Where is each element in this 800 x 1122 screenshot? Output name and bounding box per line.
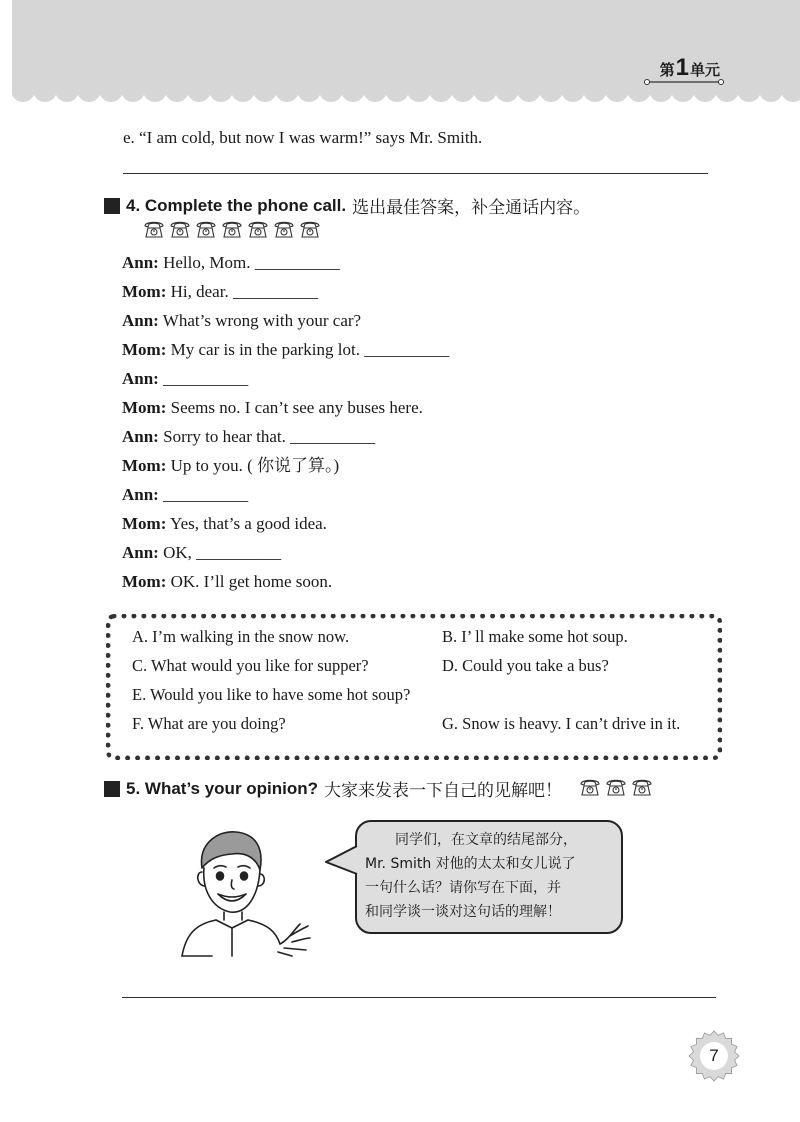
dialog-line: [122, 422, 449, 451]
option-c: C. What would you like for supper?: [132, 656, 369, 675]
dialog-line: [122, 364, 449, 393]
dialog-line: [122, 480, 449, 509]
section-marker: [104, 198, 120, 214]
option-e: E. Would you like to have some hot soup?: [132, 685, 411, 704]
section-5-heading: [104, 776, 562, 801]
boy-illustration: [172, 828, 312, 958]
phone-icon: [298, 218, 322, 240]
difficulty-icons: [578, 776, 654, 798]
dialog-text: Sorry to hear that. __________: [158, 427, 376, 446]
dialog-line: [122, 335, 449, 364]
dialog-line: [122, 306, 449, 335]
dialog-text: What’s wrong with your car?: [158, 311, 362, 330]
speech-bubble-tail: [324, 840, 364, 880]
dialog-text: Up to you. ( 你说了算。): [166, 456, 340, 475]
speaker-name: Mom:: [122, 282, 167, 301]
phone-icon: [630, 776, 654, 798]
phone-icon: [246, 218, 270, 240]
section-marker: [104, 781, 120, 797]
phone-icon: [220, 218, 244, 240]
phone-icon: [194, 218, 218, 240]
bubble-line-1: 同学们，在文章的结尾部分，: [395, 832, 577, 848]
dialog-text: My car is in the parking lot. __________: [166, 340, 450, 359]
phone-dialog: [122, 248, 449, 596]
dialog-text: OK. I’ll get home soon.: [166, 572, 333, 591]
answer-line-opinion[interactable]: [122, 997, 716, 998]
dialog-text: __________: [158, 369, 249, 388]
phone-icon: [168, 218, 192, 240]
unit-prefix: 第: [659, 62, 675, 79]
section-5-instruction: 大家来发表一下自己的见解吧！: [324, 781, 563, 801]
phone-icon: [272, 218, 296, 240]
section-5-title: 5. What’s your opinion?: [126, 778, 319, 798]
section-4-instruction: 选出最佳答案，补全通话内容。: [352, 198, 591, 218]
dialog-line: [122, 567, 449, 596]
section-4-heading: [104, 193, 590, 218]
option-g: G. Snow is heavy. I can’t drive in it.: [442, 714, 681, 733]
speaker-name: Ann:: [122, 369, 159, 388]
dialog-text: Seems no. I can’t see any buses here.: [166, 398, 423, 417]
bubble-line-3: 一句什么话？请你写在下面，并: [365, 880, 561, 896]
phone-icon: [604, 776, 628, 798]
dialog-text: Yes, that’s a good idea.: [166, 514, 327, 533]
speaker-name: Mom:: [122, 340, 167, 359]
bubble-line-2: Mr. Smith 对他的太太和女儿说了: [365, 856, 576, 872]
phone-icon: [142, 218, 166, 240]
option-d: D. Could you take a bus?: [442, 656, 609, 675]
speaker-name: Ann:: [122, 311, 159, 330]
answer-line-e[interactable]: [123, 173, 708, 174]
unit-underline: [644, 78, 724, 86]
dialog-line: [122, 277, 449, 306]
exercise-item-e: e. “I am cold, but now I was warm!” says Mr. Smith.: [123, 128, 483, 147]
bubble-line-4: 和同学谈一谈对这句话的理解！: [365, 904, 561, 920]
section-4-title: 4. Complete the phone call.: [126, 195, 347, 215]
option-f: F. What are you doing?: [132, 714, 286, 733]
page-number: 7: [709, 1046, 719, 1065]
speaker-name: Mom:: [122, 572, 167, 591]
scalloped-edge: [12, 86, 800, 106]
dialog-line: [122, 248, 449, 277]
unit-number: 1: [675, 54, 689, 81]
dialog-text: __________: [158, 485, 249, 504]
dialog-line: [122, 538, 449, 567]
dialog-text: Hi, dear. __________: [166, 282, 318, 301]
speaker-name: Mom:: [122, 514, 167, 533]
speaker-name: Ann:: [122, 427, 159, 446]
option-b: B. I’ ll make some hot soup.: [442, 627, 628, 646]
dialog-text: Hello, Mom. __________: [158, 253, 340, 272]
speaker-name: Mom:: [122, 456, 167, 475]
phone-icon: [578, 776, 602, 798]
dialog-line: [122, 509, 449, 538]
speaker-name: Ann:: [122, 543, 159, 562]
dialog-line: [122, 451, 449, 480]
bubble-text: [365, 828, 615, 924]
option-a: A. I’m walking in the snow now.: [132, 627, 350, 646]
speaker-name: Ann:: [122, 253, 159, 272]
speaker-name: Mom:: [122, 398, 167, 417]
difficulty-icons: [142, 218, 322, 240]
dialog-text: OK, __________: [158, 543, 282, 562]
dialog-line: [122, 393, 449, 422]
unit-suffix: 单元: [689, 62, 720, 79]
speaker-name: Ann:: [122, 485, 159, 504]
